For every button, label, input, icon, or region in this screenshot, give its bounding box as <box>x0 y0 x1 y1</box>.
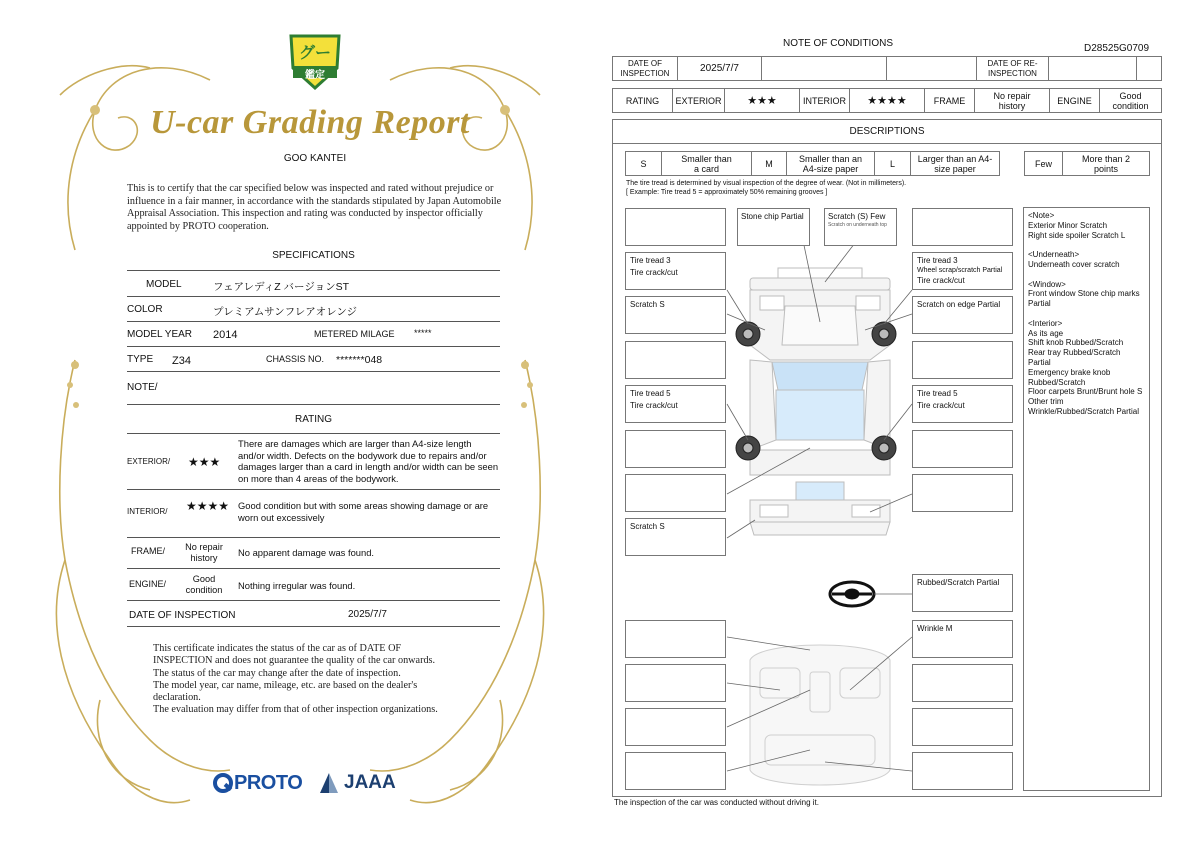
condition-box <box>912 664 1013 702</box>
interior-stars: ★★★★ <box>850 89 925 112</box>
frame-label: FRAME <box>925 89 975 112</box>
note-of-conditions <box>600 0 1200 848</box>
note-line: Exterior Minor Scratch <box>1028 220 1108 230</box>
note-line: As its age <box>1028 328 1064 338</box>
color-value: プレミアムサンフレアオレンジ <box>213 306 358 318</box>
note-line: Rear tray Rubbed/Scratch Partial <box>1028 348 1121 367</box>
note-line: <Underneath> <box>1028 250 1080 260</box>
interior-label: INTERIOR <box>800 89 850 112</box>
goo-kantei-badge <box>287 30 343 90</box>
condition-box <box>625 708 726 746</box>
note-line: Other trim <box>1028 397 1064 407</box>
condition-box <box>625 752 726 790</box>
note-label: NOTE/ <box>127 382 158 393</box>
condition-box-steering-wheel: Rubbed/Scratch Partial <box>912 574 1013 612</box>
model-value: フェアレディZ バージョンST <box>213 281 350 293</box>
note-line: Shift knob Rubbed/Scratch <box>1028 338 1124 348</box>
exterior-description: There are damages which are larger than A4-size length and/or width. Defects on the bodywork due to repairs and/or damages larger than a card in length and/or width can be seen on more than 4 areas of the bodywork. <box>238 438 499 484</box>
engine-description: Nothing irregular was found. <box>238 580 356 591</box>
legend-few: Few <box>1025 152 1063 175</box>
milage-value: ***** <box>414 328 432 338</box>
descriptions-heading: DESCRIPTIONS <box>613 120 1161 144</box>
disclaimer-line: declaration. <box>153 692 201 704</box>
exterior-stars: ★★★ <box>188 455 221 469</box>
condition-box-windshield: Stone chip Partial <box>737 208 810 246</box>
condition-box-front-left: Scratch S <box>625 296 726 334</box>
model-year-value: 2014 <box>213 329 238 341</box>
frame-label: FRAME/ <box>131 546 166 556</box>
chassis-label: CHASSIS NO. <box>266 354 325 364</box>
badge-top-text: グー <box>298 45 331 62</box>
note-line: <Note> <box>1028 211 1055 220</box>
disclaimer-line: This certificate indicates the status of the car as of DATE OF <box>153 643 402 654</box>
steering-wheel-icon <box>830 582 874 606</box>
certificate-intro: This is to certify that the car specified below was inspected and rated without prejudice or influence in a fair manner, in accordance with the standards stipulated by Japan Automobile Appraisal Association. This inspection and rating was conducted by inspector officially appointed by PROTO cooperation. <box>127 183 502 232</box>
exterior-label: EXTERIOR/ <box>127 457 171 466</box>
note-line <box>1028 240 1145 250</box>
condition-box <box>912 208 1013 246</box>
conditions-footer: The inspection of the car was conducted without driving it. <box>614 798 819 807</box>
exterior-stars: ★★★ <box>725 89 800 112</box>
color-label: COLOR <box>127 304 163 315</box>
conditions-title: NOTE OF CONDITIONS <box>783 38 893 49</box>
condition-box <box>625 208 726 246</box>
inspection-date-label: DATE OF INSPECTION <box>129 610 236 621</box>
milage-label: METERED MILAGE <box>314 329 395 339</box>
note-line: Front window Stone chip marks Partial <box>1028 289 1140 309</box>
note-line: <Window> <box>1028 279 1066 289</box>
chassis-value: *******048 <box>336 354 383 366</box>
jaaa-mark-icon <box>318 771 340 795</box>
jaaa-logo <box>318 770 396 796</box>
legend-m-desc: Smaller than an A4-size paper <box>787 152 875 175</box>
note-line: Underneath cover scratch <box>1028 259 1120 269</box>
legend-l: L <box>875 152 911 175</box>
condition-box-interior: Wrinkle M <box>912 620 1013 658</box>
note-line: <Interior> <box>1028 318 1063 328</box>
condition-box <box>625 430 726 468</box>
condition-box <box>912 474 1013 512</box>
engine-value: Good condition <box>185 574 223 595</box>
note-line <box>1028 270 1145 280</box>
report-title: U-car Grading Report <box>150 104 470 141</box>
legend-l-desc: Larger than an A4-size paper <box>917 153 993 174</box>
frame-description: No apparent damage was found. <box>238 547 375 558</box>
legend-m: M <box>752 152 787 175</box>
document-id: D28525G0709 <box>1084 43 1150 54</box>
badge-bottom-text: 鑑定 <box>305 70 325 81</box>
condition-box-rear-left: Scratch S <box>625 518 726 556</box>
date-of-reinspection-label: DATE OF RE-INSPECTION <box>977 57 1049 80</box>
condition-box <box>912 752 1013 790</box>
condition-box <box>625 664 726 702</box>
condition-box-tire-front-right: Tire tread 3 Wheel scrap/scratch Partial Tire crack/cut <box>912 252 1013 290</box>
legend-s-desc: Smaller than a card <box>662 152 752 175</box>
condition-box <box>625 474 726 512</box>
notes-panel <box>1023 207 1150 791</box>
tread-note-1: The tire tread is determined by visual inspection of the degree of wear. (Not in millimeters). <box>626 180 907 187</box>
note-line: Wrinkle/Rubbed/Scratch Partial <box>1028 406 1140 416</box>
interior-description: Good condition but with some areas showing damage or are worn out excessively <box>238 500 489 523</box>
exterior-label: EXTERIOR <box>673 89 725 112</box>
note-line <box>1028 309 1145 319</box>
disclaimer-line: The model year, car name, mileage, etc. are based on the dealer's <box>153 679 418 691</box>
condition-box-front-right: Scratch on edge Partial <box>912 296 1013 334</box>
condition-box-underneath: Scratch (S) Few Scratch on underneath top <box>824 208 897 246</box>
legend-few-desc: More than 2 points <box>1081 153 1131 174</box>
condition-box <box>912 430 1013 468</box>
tread-note-2: [ Example: Tire tread 5 = approximately 50% remaining grooves ] <box>626 189 828 196</box>
proto-logo-text: PROTO <box>234 771 303 794</box>
engine-value: Good condition <box>1112 90 1149 111</box>
model-label: MODEL <box>146 279 182 290</box>
disclaimer <box>153 643 483 717</box>
proto-logo <box>212 770 302 796</box>
condition-box-tire-rear-right: Tire tread 5 Tire crack/cut <box>912 385 1013 423</box>
condition-box <box>625 620 726 658</box>
model-year-label: MODEL YEAR <box>127 329 193 340</box>
note-line: Right side spoiler Scratch L <box>1028 230 1126 240</box>
frame-value: No repair history <box>975 89 1050 112</box>
jaaa-logo-text: JAAA <box>344 772 396 793</box>
rating-heading: RATING <box>294 414 333 425</box>
disclaimer-line: INSPECTION and does not guarantee the quality of the car onwards. <box>153 655 436 667</box>
note-line: Emergency brake knob Rubbed/Scratch <box>1028 367 1111 387</box>
condition-box <box>912 708 1013 746</box>
specs-heading: SPECIFICATIONS <box>272 250 355 261</box>
engine-label: ENGINE/ <box>129 579 167 589</box>
engine-label: ENGINE <box>1050 89 1100 112</box>
condition-box <box>912 341 1013 379</box>
condition-box-tire-rear-left: Tire tread 5 Tire crack/cut <box>625 385 726 423</box>
note-line: Floor carpets Brunt/Brunt hole S <box>1028 387 1143 397</box>
rating-label: RATING <box>613 89 673 112</box>
type-label: TYPE <box>127 354 154 365</box>
interior-stars: ★★★★ <box>186 499 230 513</box>
date-of-inspection-label: DATE OF INSPECTION <box>613 57 678 80</box>
proto-q-icon <box>212 772 234 794</box>
date-of-inspection-value: 2025/7/7 <box>678 57 762 80</box>
report-subtitle: GOO KANTEI <box>283 153 347 164</box>
frame-value: No repair history <box>185 542 223 563</box>
legend-s: S <box>626 152 662 175</box>
inspection-date-value: 2025/7/7 <box>348 609 387 620</box>
condition-box <box>625 341 726 379</box>
type-value: Z34 <box>172 355 191 367</box>
condition-box-tire-front-left: Tire tread 3 Tire crack/cut <box>625 252 726 290</box>
interior-label: INTERIOR/ <box>127 507 168 516</box>
disclaimer-line: The evaluation may differ from that of other inspection organizations. <box>153 704 438 716</box>
disclaimer-line: The status of the car may change after the date of inspection. <box>153 667 401 679</box>
